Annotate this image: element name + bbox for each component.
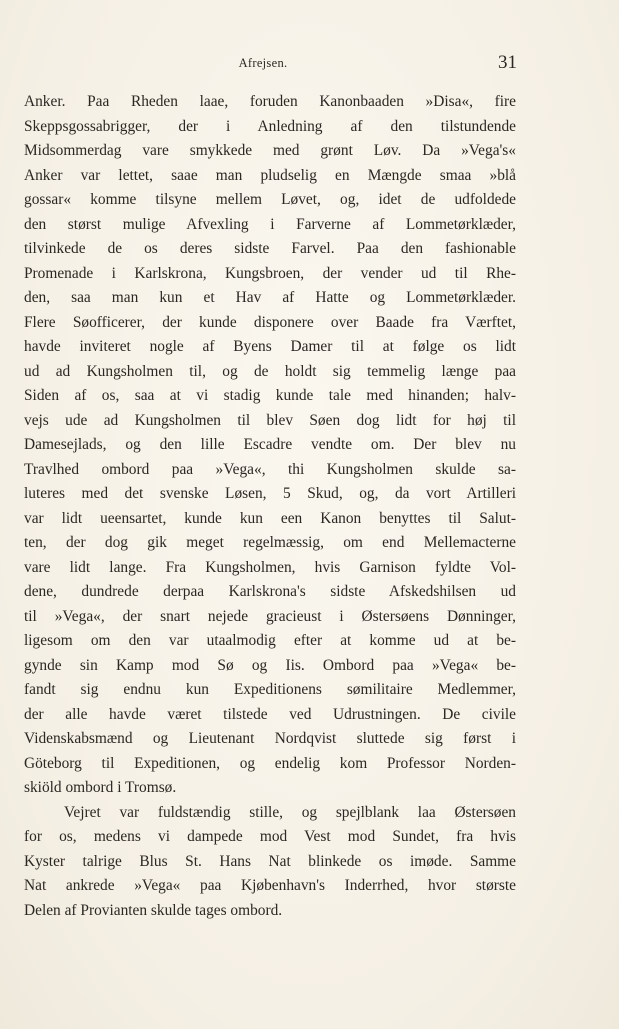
text-line: Promenade i Karlskrona, Kungsbroen, der vender ud til Rhe- bbox=[24, 264, 516, 282]
text-line: den størst mulige Afvexling i Farverne af Lommetørklæder, bbox=[24, 215, 516, 233]
running-head bbox=[0, 52, 619, 74]
page-number: 31 bbox=[498, 52, 517, 73]
text-line: Nat ankrede »Vega« paa Kjøbenhavn's Inderrhed, hvor største bbox=[24, 877, 516, 894]
text-line: Siden af os, saa at vi stadig kunde tale med hinanden; halv- bbox=[24, 387, 516, 404]
paragraph bbox=[24, 90, 516, 801]
text-line: ten, der dog gik meget regelmæssig, om end Mellemacterne bbox=[24, 534, 516, 551]
text-line: Travlhed ombord paa »Vega«, thi Kungsholmen skulde sa- bbox=[24, 460, 516, 478]
text-line: Damesejlads, og den lille Escadre vendte om. Der blev nu bbox=[24, 436, 516, 453]
text-line: gossar« komme tilsyne mellem Løvet, og, idet de udfoldede bbox=[24, 191, 516, 208]
text-line: Flere Søofficerer, der kunde disponere over Baade fra Værftet, bbox=[24, 313, 516, 331]
text-line: havde inviteret nogle af Byens Damer til at følge os lidt bbox=[24, 338, 516, 355]
text-line: Anker. Paa Rheden laae, foruden Kanonbaaden »Disa«, fire bbox=[24, 93, 516, 110]
text-line: Delen af Provianten skulde tages ombord. bbox=[24, 901, 283, 919]
text-line: til »Vega«, der snart nejede gracieust i Østersøens Dønninger, bbox=[24, 607, 516, 625]
text-line: fandt sig endnu kun Expeditionens sømilitaire Medlemmer, bbox=[24, 681, 516, 698]
text-line: Vejret var fuldstændig stille, og spejlblank laa Østersøen bbox=[64, 803, 516, 821]
text-line: for os, medens vi dampede mod Vest mod Sundet, fra hvis bbox=[24, 828, 516, 845]
text-line: luteres med det svenske Løsen, 5 Skud, og, da vort Artilleri bbox=[24, 485, 516, 502]
text-line: dene, dundrede derpaa Karlskrona's sidste Afskedshilsen ud bbox=[24, 583, 516, 600]
chapter-title: Afrejsen. bbox=[238, 56, 288, 70]
text-line: Videnskabsmænd og Lieutenant Nordqvist sluttede sig først i bbox=[24, 730, 516, 747]
text-line: tilvinkede de os deres sidste Farvel. Paa den fashionable bbox=[24, 240, 516, 257]
text-line: vare lidt lange. Fra Kungsholmen, hvis Garnison fyldte Vol- bbox=[24, 558, 516, 576]
text-line: ligesom om den var utaalmodig efter at komme ud at be- bbox=[24, 632, 516, 649]
text-line: Göteborg til Expeditionen, og endelig kom Professor Norden- bbox=[24, 754, 516, 772]
body-text bbox=[24, 90, 516, 923]
text-line: Anker var lettet, saae man pludselig en Mængde smaa »blå bbox=[24, 166, 516, 184]
text-line: Midsommerdag vare smykkede med grønt Løv. Da »Vega's« bbox=[24, 142, 516, 159]
text-line: vejs ude ad Kungsholmen til blev Søen dog lidt for høj til bbox=[24, 411, 516, 429]
text-line: skiöld ombord i Tromsø. bbox=[24, 779, 177, 796]
text-line: Kyster talrige Blus St. Hans Nat blinkede os imøde. Samme bbox=[24, 852, 516, 870]
text-line: Skeppsgossabrigger, der i Anledning af den tilstundende bbox=[24, 117, 516, 135]
paragraph bbox=[24, 801, 516, 924]
text-line: gynde sin Kamp mod Sø og Iis. Ombord paa »Vega« be- bbox=[24, 656, 516, 674]
text-line: der alle havde været tilstede ved Udrustningen. De civile bbox=[24, 705, 516, 723]
text-line: den, saa man kun et Hav af Hatte og Lommetørklæder. bbox=[24, 289, 516, 306]
text-line: ud ad Kungsholmen til, og de holdt sig temmelig længe paa bbox=[24, 362, 516, 380]
text-line: var lidt ueensartet, kunde kun een Kanon benyttes til Salut- bbox=[24, 509, 516, 527]
